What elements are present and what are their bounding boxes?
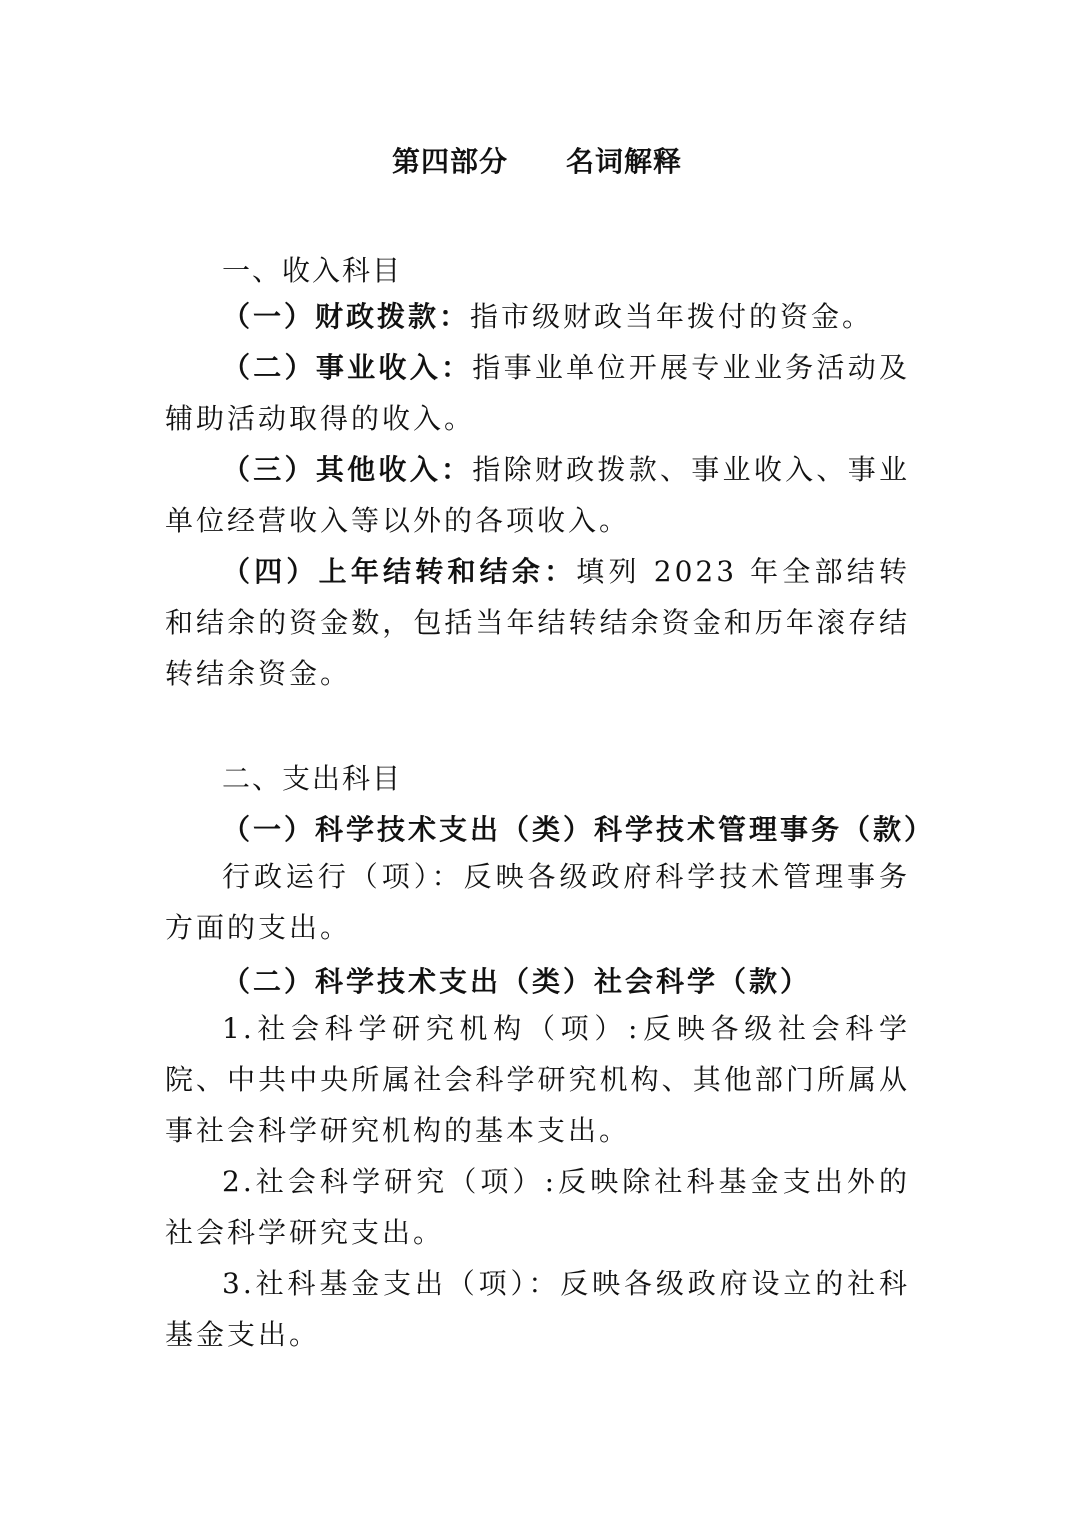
item-label: （三）其他收入： [222, 453, 473, 486]
item-text: 填列 2023 年全部结转和结余的资金数，包括当年结转结余资金和历年滚存结转结余资金。 [165, 555, 910, 690]
item-text: 指市级财政当年拨付的资金。 [470, 300, 874, 333]
section-heading-income: 一、收入科目 [222, 254, 403, 287]
expense-subheading-2: （二）科学技术支出（类）社会科学（款） [222, 965, 812, 998]
expense-item-2: 2.社会科学研究（项）:反映除社科基金支出外的社会科学研究支出。 [165, 1165, 910, 1249]
item-text: 指除财政拨款、事业收入、事业单位经营收入等以外的各项收入。 [165, 453, 910, 537]
page-title: 第四部分 名词解释 [391, 145, 682, 178]
expense-item-admin: 行政运行（项）：反映各级政府科学技术管理事务方面的支出。 [165, 860, 910, 944]
income-item-4 [165, 546, 910, 699]
expense-item-1: 1.社会科学研究机构（项）:反映各级社会科学院、中共中央所属社会科学研究机构、其他部门所属从事社会科学研究机构的基本支出。 [165, 1012, 910, 1147]
item-label: （二）事业收入： [222, 351, 473, 384]
item-label: （一）财政拨款： [222, 300, 471, 333]
expense-subheading-1: （一）科学技术支出（类）科学技术管理事务（款） [222, 813, 936, 846]
section-heading-expense: 二、支出科目 [222, 762, 403, 795]
item-text: 指事业单位开展专业业务活动及辅助活动取得的收入。 [165, 351, 910, 435]
income-item-2 [165, 342, 910, 444]
item-label: （四）上年结转和结余： [222, 555, 577, 588]
income-item-1 [165, 291, 910, 342]
income-item-3 [165, 444, 910, 546]
expense-item-3: 3.社科基金支出（项）：反映各级政府设立的社科基金支出。 [165, 1267, 910, 1351]
